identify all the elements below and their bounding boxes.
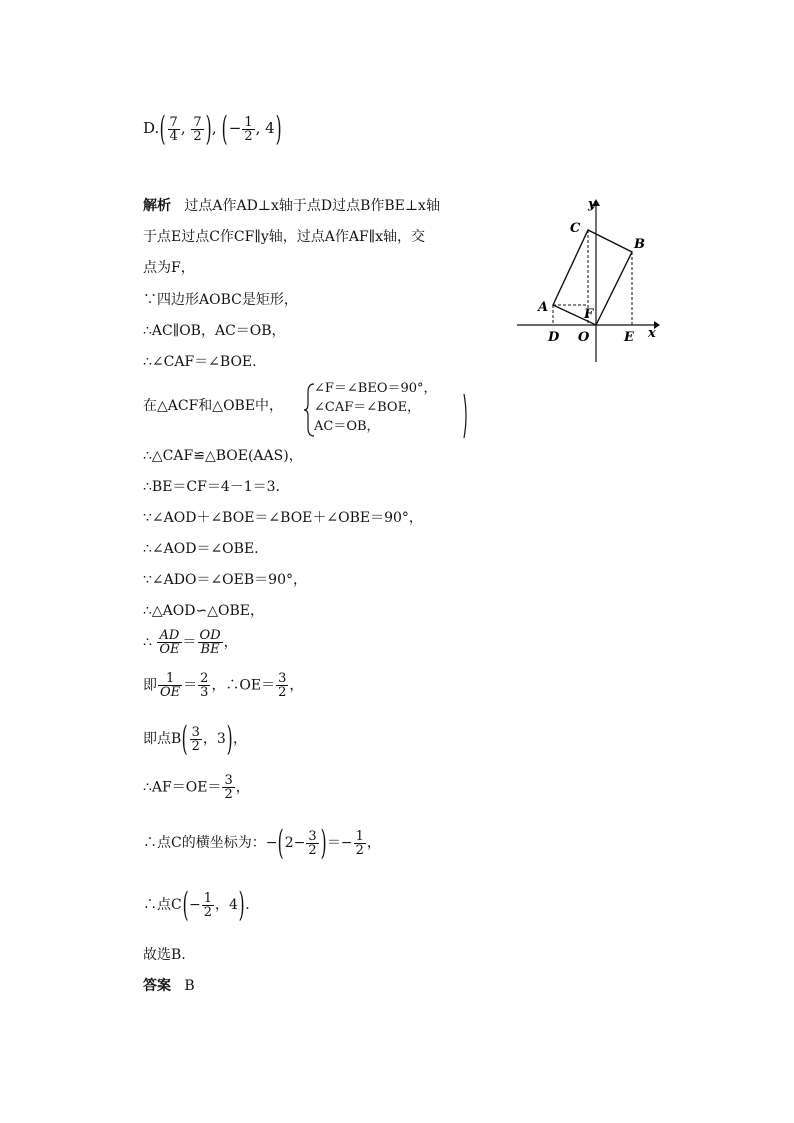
analysis-heading: 解析 bbox=[143, 198, 171, 214]
step-1: ∵四边形AOBC是矩形， bbox=[143, 292, 298, 308]
option-d: D.( $\frac{7}{4}$ , $\frac{7}{2}$ ), (− $\frac{1}{2}$ , 4) bbox=[143, 109, 282, 149]
label-a: A bbox=[538, 300, 549, 315]
analysis-line-3: 点为F， bbox=[143, 260, 195, 276]
label-d: D bbox=[548, 330, 560, 345]
step-10: ∴△AOD∽△OBE， bbox=[143, 603, 264, 619]
step-12: 即 $\frac{1}{OE}$ ＝ $\frac{2}{3}$ ，∴OE＝ $\frac{3}{2}$ ， bbox=[143, 671, 304, 700]
right-bracket bbox=[462, 392, 470, 440]
label-o: O bbox=[578, 330, 590, 345]
step-14: ∴AF＝OE＝ $\frac{3}{2}$ ， bbox=[143, 773, 250, 802]
label-y: y bbox=[588, 197, 596, 212]
step-4-prefix: 在△ACF和△OBE中， bbox=[143, 398, 284, 414]
step-4-case-1: ∠F＝∠BEO＝90°， bbox=[314, 381, 437, 396]
label-b: B bbox=[634, 237, 645, 252]
label-e: E bbox=[624, 330, 634, 345]
step-11: ∴ $\frac{AD}{OE}$ ＝ $\frac{OD}{BE}$ ， bbox=[143, 628, 238, 657]
step-15: ∴点C的横坐标为：−(2− $\frac{3}{2}$ )＝− $\frac{1}{2}$ ， bbox=[143, 823, 381, 863]
answer-line bbox=[143, 979, 195, 993]
step-13: 即点B( $\frac{3}{2}$ ，3)， bbox=[143, 719, 248, 759]
analysis-line-1: 解析 过点A作AD⊥x轴于点D过点B作BE⊥x轴 bbox=[143, 198, 440, 214]
answer-label: 答案 bbox=[143, 978, 171, 994]
answer-value: B bbox=[184, 978, 195, 994]
step-3: ∴∠CAF＝∠BOE. bbox=[143, 354, 257, 370]
step-4-case-2: ∠CAF＝∠BOE， bbox=[314, 400, 421, 415]
step-5: ∴△CAF≌△BOE(AAS)， bbox=[143, 448, 303, 464]
option-d-label: D. bbox=[143, 119, 160, 137]
step-6: ∴BE＝CF＝4－1＝3. bbox=[143, 479, 281, 495]
step-8: ∴∠AOD＝∠OBE. bbox=[143, 541, 259, 557]
label-x: x bbox=[648, 326, 656, 341]
geometry-figure bbox=[512, 196, 662, 364]
step-9: ∵∠ADO＝∠OEB＝90°， bbox=[143, 572, 307, 588]
label-c: C bbox=[570, 221, 581, 236]
step-16: ∴点C(− $\frac{1}{2}$ ，4). bbox=[143, 885, 250, 925]
label-f: F bbox=[584, 307, 594, 322]
step-2: ∴AC∥OB，AC＝OB， bbox=[143, 323, 286, 339]
step-4-case-3: AC＝OB， bbox=[314, 419, 380, 434]
step-7: ∵∠AOD＋∠BOE＝∠BOE＋∠OBE＝90°， bbox=[143, 510, 423, 526]
analysis-line-2: 于点E过点C作CF∥y轴，过点A作AF∥x轴，交 bbox=[143, 229, 426, 245]
conclusion: 故选B. bbox=[143, 947, 186, 963]
